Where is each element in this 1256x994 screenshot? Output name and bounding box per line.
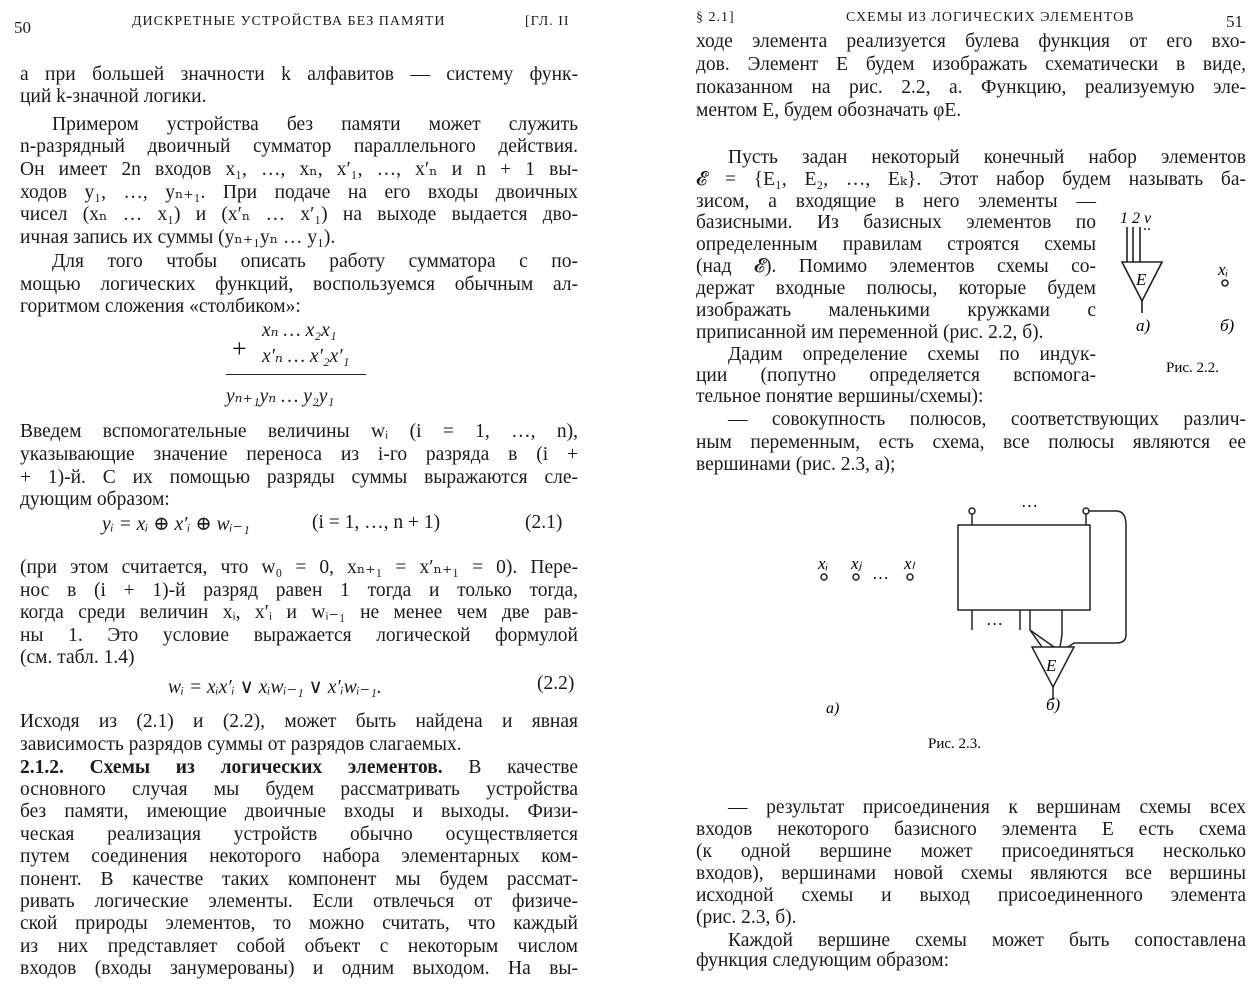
- text-line: входов), вершинами новой схемы являются все вершины: [696, 863, 1246, 884]
- text-line: горитмом сложения «столбиком»:: [20, 296, 301, 317]
- fig22-pole: xᵢ: [1218, 260, 1229, 279]
- section-heading-rest: В качестве: [468, 757, 578, 778]
- running-title: СХЕМЫ ИЗ ЛОГИЧЕСКИХ ЭЛЕМЕНТОВ: [846, 10, 1135, 25]
- text-line: дующим образом:: [20, 489, 170, 510]
- page-number: 51: [1226, 12, 1243, 31]
- text-line: вершинами (рис. 2.3, а);: [696, 454, 896, 475]
- text-line: (при этом считается, что w₀ = 0, xₙ₊₁ = x′ₙ₊₁ = 0). Пере-: [20, 557, 578, 578]
- fig22-label-a: а): [1136, 316, 1151, 335]
- text-line: зависимость разрядов суммы от разрядов слагаемых.: [20, 734, 462, 755]
- text-line: Примером устройства без памяти может служить: [52, 114, 578, 135]
- plus-sign: +: [232, 334, 247, 363]
- chapter-ref: [ГЛ. II: [525, 14, 570, 29]
- text-line: ской природы элементов, то можно считать, что каждый: [20, 913, 578, 934]
- left-page: [0, 0, 620, 994]
- text-line: из них представляет собой объект с некоторым числом: [20, 936, 578, 957]
- text-line: ходе элемента реализуется булева функция от его вхо-: [696, 31, 1246, 52]
- text-line: показанном на рис. 2.2, а. Функцию, реализуемую эле-: [696, 77, 1246, 98]
- fig23-dots: …: [872, 564, 889, 583]
- text-line: зисом, а входящие в него элементы —: [696, 191, 1096, 212]
- text-line: держат входные полюсы, которые будем: [696, 278, 1096, 299]
- text-line: дов. Элемент E будем изображать схематически в виде,: [696, 54, 1246, 75]
- text-line: ривать логические элементы. Если отвлечься от физиче-: [20, 891, 578, 912]
- fig23-bottom-dots: …: [986, 610, 1003, 629]
- section-ref: § 2.1]: [696, 10, 735, 25]
- text-line: Пусть задан некоторый конечный набор элементов: [728, 147, 1246, 168]
- text-line: Для того чтобы описать работу сумматора с по-: [52, 251, 578, 272]
- text-line: базисными. Из базисных элементов по: [696, 212, 1096, 233]
- text-line: Введем вспомогательные величины wᵢ (i = 1, …, n),: [20, 421, 578, 442]
- text-line: (см. табл. 1.4): [20, 647, 135, 668]
- equation-2-1: yᵢ = xᵢ ⊕ x′ᵢ ⊕ wᵢ₋₁: [102, 514, 250, 535]
- text-line: (рис. 2.3, б).: [696, 907, 797, 928]
- text-line: без памяти, имеющие двоичные входы и выходы. Физи-: [20, 801, 578, 822]
- text-line: тельное понятие вершины/схемы):: [696, 386, 984, 407]
- text-line: входов некоторого базисного элемента E есть схема: [696, 819, 1246, 840]
- fig23-label-a: а): [826, 700, 840, 717]
- text-line: ным переменным, есть схема, все полюсы являются ее: [696, 432, 1246, 453]
- fig23-pole-j: xⱼ: [851, 554, 862, 573]
- equation-2-1-condition: (i = 1, …, n + 1): [312, 512, 441, 533]
- fig23-element: E: [1046, 656, 1057, 675]
- fig22-inputs-label: 1 2 v: [1120, 210, 1152, 227]
- text-line: n-разрядный двоичный сумматор параллельного действия.: [20, 136, 578, 157]
- fig22-label-b: б): [1220, 316, 1235, 335]
- text-line: Исходя из (2.1) и (2.2), может быть найдена и явная: [20, 711, 578, 732]
- right-page: [636, 0, 1256, 994]
- fig23-caption: Рис. 2.3.: [928, 736, 982, 752]
- fig23-top-dots: …: [1021, 495, 1038, 511]
- text-line: ментом E, будем обозначать φE.: [696, 100, 962, 121]
- text-line: нос в (i + 1)-й разряд равен 1 тогда и только тогда,: [20, 580, 578, 601]
- text-line: ходов y₁, …, yₙ₊₁. При подаче на его входы двоичных: [20, 182, 578, 203]
- figure-2-3: [806, 495, 1146, 760]
- text-line: ичная запись их суммы (yₙ₊₁yₙ … y₁).: [20, 227, 336, 248]
- equation-2-2: wᵢ = xᵢx′ᵢ ∨ xᵢwᵢ₋₁ ∨ x′ᵢwᵢ₋₁.: [168, 677, 382, 698]
- text-line: ны 1. Это условие выражается логической формулой: [20, 625, 578, 646]
- fig23-pole-l: xₗ: [904, 554, 915, 573]
- text-line: приписанной им переменной (рис. 2.2, б).: [696, 322, 1044, 343]
- sum-result: yₙ₊₁yₙ … y₂y₁: [226, 386, 335, 407]
- text-line: а при большей значности k алфавитов — систему функ-: [20, 64, 578, 85]
- page-number: 50: [14, 18, 31, 37]
- text-line: основного случая мы будем рассматривать устройства: [20, 779, 578, 800]
- running-title: ДИСКРЕТНЫЕ УСТРОЙСТВА БЕЗ ПАМЯТИ: [132, 14, 446, 29]
- text-line: чисел (xₙ … x₁) и (x′ₙ … x′₁) на выходе выдается дво-: [20, 204, 578, 225]
- addend-2: x′ₙ … x′₂x′₁: [262, 346, 350, 367]
- text-line: когда среди величин xᵢ, x′ᵢ и wᵢ₋₁ не менее чем две рав-: [20, 602, 578, 623]
- circuit-diagram: [821, 508, 1126, 699]
- text-line: путем соединения некоторого набора элементарных ком-: [20, 846, 578, 867]
- text-line: Дадим определение схемы по индук-: [728, 344, 1096, 365]
- fig22-element: E: [1136, 270, 1147, 289]
- text-line: ции (попутно определяется вспомога-: [696, 365, 1096, 386]
- text-line: указывающие значение переноса из i-го разряда в (i +: [20, 444, 578, 465]
- text-line: ческая реализация устройств обычно осуществляется: [20, 824, 578, 845]
- sum-rule: [226, 374, 366, 375]
- text-line: + 1)-й. С их помощью разряды суммы выражаются сле-: [20, 467, 578, 488]
- text-line: Он имеет 2n входов x₁, …, xₙ, x′₁, …, x′ₙ и n + 1 вы-: [20, 159, 578, 180]
- text-line: входов (входы занумерованы) и одним выходом. На вы-: [20, 958, 578, 979]
- equation-2-1-number: (2.1): [525, 512, 563, 533]
- text-line: Каждой вершине схемы может быть сопоставлена: [728, 930, 1246, 951]
- text-line: определенным правилам строятся схемы: [696, 234, 1096, 255]
- text-line: — результат присоединения к вершинам схемы всех: [728, 797, 1246, 818]
- section-heading-line: [20, 757, 578, 779]
- text-line: мощью логических функций, воспользуемся обычным ал-: [20, 274, 578, 295]
- fig23-label-b: б): [1046, 695, 1061, 714]
- addend-1: xₙ … x₂x₁: [262, 320, 337, 341]
- text-line: функция следующим образом:: [696, 950, 950, 971]
- text-line: (к одной вершине может присоединяться несколько: [696, 841, 1246, 862]
- text-line: (над 𝓔). Помимо элементов схемы со-: [696, 256, 1096, 277]
- equation-2-2-number: (2.2): [537, 673, 575, 694]
- text-line: — совокупность полюсов, соответствующих различ-: [728, 409, 1246, 430]
- text-line: исходной схемы и выход присоединенного элемента: [696, 885, 1246, 906]
- text-line: изображать маленькими кружками с: [696, 300, 1096, 321]
- fig23-pole-i: xᵢ: [818, 554, 829, 573]
- text-line: ций k-значной логики.: [20, 86, 207, 107]
- text-line: 𝓔 = {E₁, E₂, …, Eₖ}. Этот набор будем называть ба-: [696, 169, 1246, 190]
- section-heading: 2.1.2. Схемы из логических элементов.: [20, 757, 443, 778]
- figure-2-2: [1106, 205, 1246, 380]
- text-line: понент. В качестве таких компонент мы будем рассмат-: [20, 869, 578, 890]
- fig22-caption: Рис. 2.2.: [1166, 360, 1220, 376]
